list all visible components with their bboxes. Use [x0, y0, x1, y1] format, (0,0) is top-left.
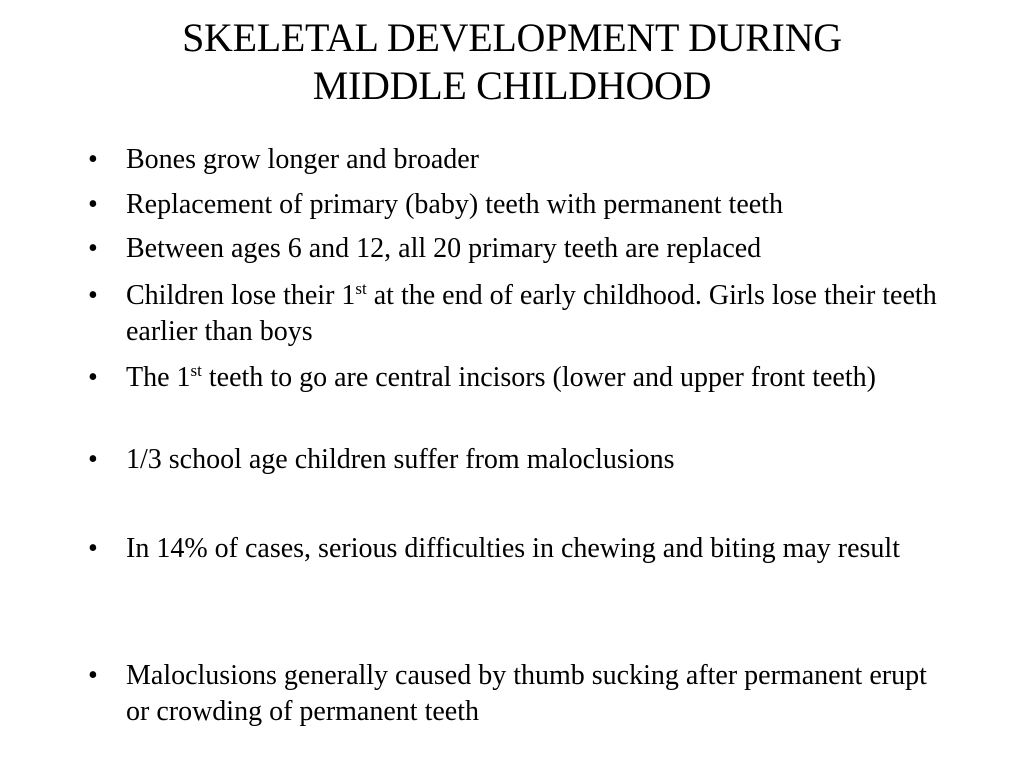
- bullet-item-8: [88, 658, 938, 730]
- bullet-item-2: [88, 187, 938, 223]
- bullet-point-icon: •: [88, 533, 98, 564]
- bullet-text: Replacement of primary (baby) teeth with permanent teeth: [126, 189, 783, 220]
- bullet-text-part: at the end of early childhood. Girls lose their teeth earlier than boys: [126, 280, 937, 347]
- bullet-item-7: [88, 531, 938, 567]
- bullet-item-5: [88, 360, 938, 396]
- bullet-text-part: The 1: [126, 362, 191, 393]
- bullet-text: 1/3 school age children suffer from maloclusions: [126, 444, 675, 475]
- ordinal-superscript: st: [190, 361, 202, 380]
- bullet-point-icon: •: [88, 444, 98, 475]
- bullet-item-3: [88, 231, 938, 267]
- bullet-text: Bones grow longer and broader: [126, 144, 480, 175]
- bullet-item-6: [88, 442, 938, 478]
- bullet-point-icon: •: [88, 189, 98, 220]
- bullet-text-part: teeth to go are central incisors (lower and upper front teeth): [201, 362, 876, 393]
- slide-title-line-2: MIDDLE CHILDHOOD: [312, 63, 712, 108]
- bullet-text: [126, 278, 938, 350]
- bullet-text-part: Children lose their 1: [126, 280, 356, 311]
- bullet-text: Between ages 6 and 12, all 20 primary teeth are replaced: [126, 233, 762, 264]
- slide-title-line-1: SKELETAL DEVELOPMENT DURING: [182, 15, 842, 60]
- bullet-item-1: [88, 142, 938, 178]
- bullet-text: Maloclusions generally caused by thumb sucking after permanent erupt or crowding of permanent teeth: [126, 660, 927, 727]
- ordinal-superscript: st: [355, 279, 367, 298]
- bullet-text: In 14% of cases, serious difficulties in chewing and biting may result: [126, 533, 900, 564]
- bullet-point-icon: •: [88, 660, 98, 691]
- bullet-item-4: [88, 278, 938, 350]
- bullet-point-icon: •: [88, 362, 98, 393]
- bullet-point-icon: •: [88, 144, 98, 175]
- bullet-point-icon: •: [88, 233, 98, 264]
- bullet-point-icon: •: [88, 280, 98, 311]
- bullet-text: [126, 360, 938, 396]
